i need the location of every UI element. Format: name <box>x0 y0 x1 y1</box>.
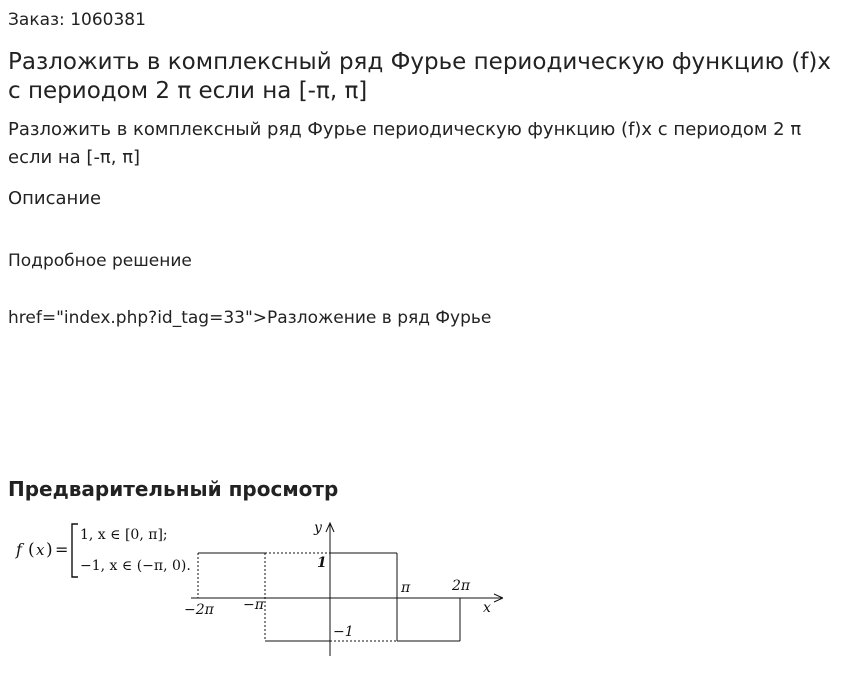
formula-paren-open: ( <box>28 540 35 560</box>
formula-bracket <box>72 524 78 577</box>
formula-equals: = <box>55 540 69 559</box>
formula-paren-close: ) <box>46 540 53 560</box>
description-text: Подробное решение <box>8 251 192 271</box>
formula-x: x <box>36 541 45 559</box>
square-wave <box>198 553 460 641</box>
order-label: Заказ: <box>8 10 65 30</box>
page-title: Разложить в комплексный ряд Фурье периодическую функцию (f)x с периодом 2 π если на [-π, π] <box>8 49 831 104</box>
preview-heading: Предварительный просмотр <box>8 477 339 501</box>
formula-f: f <box>16 540 22 559</box>
task-statement: Разложить в комплексный ряд Фурье периодическую функцию (f)x с периодом 2 π если на [-π, π] <box>8 119 802 168</box>
preview-image <box>8 515 503 660</box>
graph-labels <box>184 520 491 640</box>
y-axis-label: y <box>314 520 322 536</box>
y-minus-one-label: −1 <box>333 624 354 640</box>
piecewise-formula <box>15 524 191 577</box>
order-number: 1060381 <box>70 10 146 30</box>
tag-link[interactable]: href="index.php?id_tag=33">Разложение в ряд Фурье <box>8 308 492 328</box>
formula-case-1: 1, x ∈ [0, π]; <box>80 527 168 543</box>
y-one-label: 1 <box>317 555 327 571</box>
order-line <box>8 10 146 30</box>
description-heading: Описание <box>8 188 102 209</box>
formula-case-2: −1, x ∈ (−π, 0). <box>80 558 191 574</box>
dotted-guides <box>198 553 397 641</box>
tick-minus-pi-label: −π <box>243 597 264 613</box>
tick-minus-two-pi-label: −2π <box>184 602 214 618</box>
tick-two-pi-label: 2π <box>452 578 471 594</box>
tick-pi-label: π <box>401 580 411 596</box>
x-axis-label: x <box>483 600 491 616</box>
